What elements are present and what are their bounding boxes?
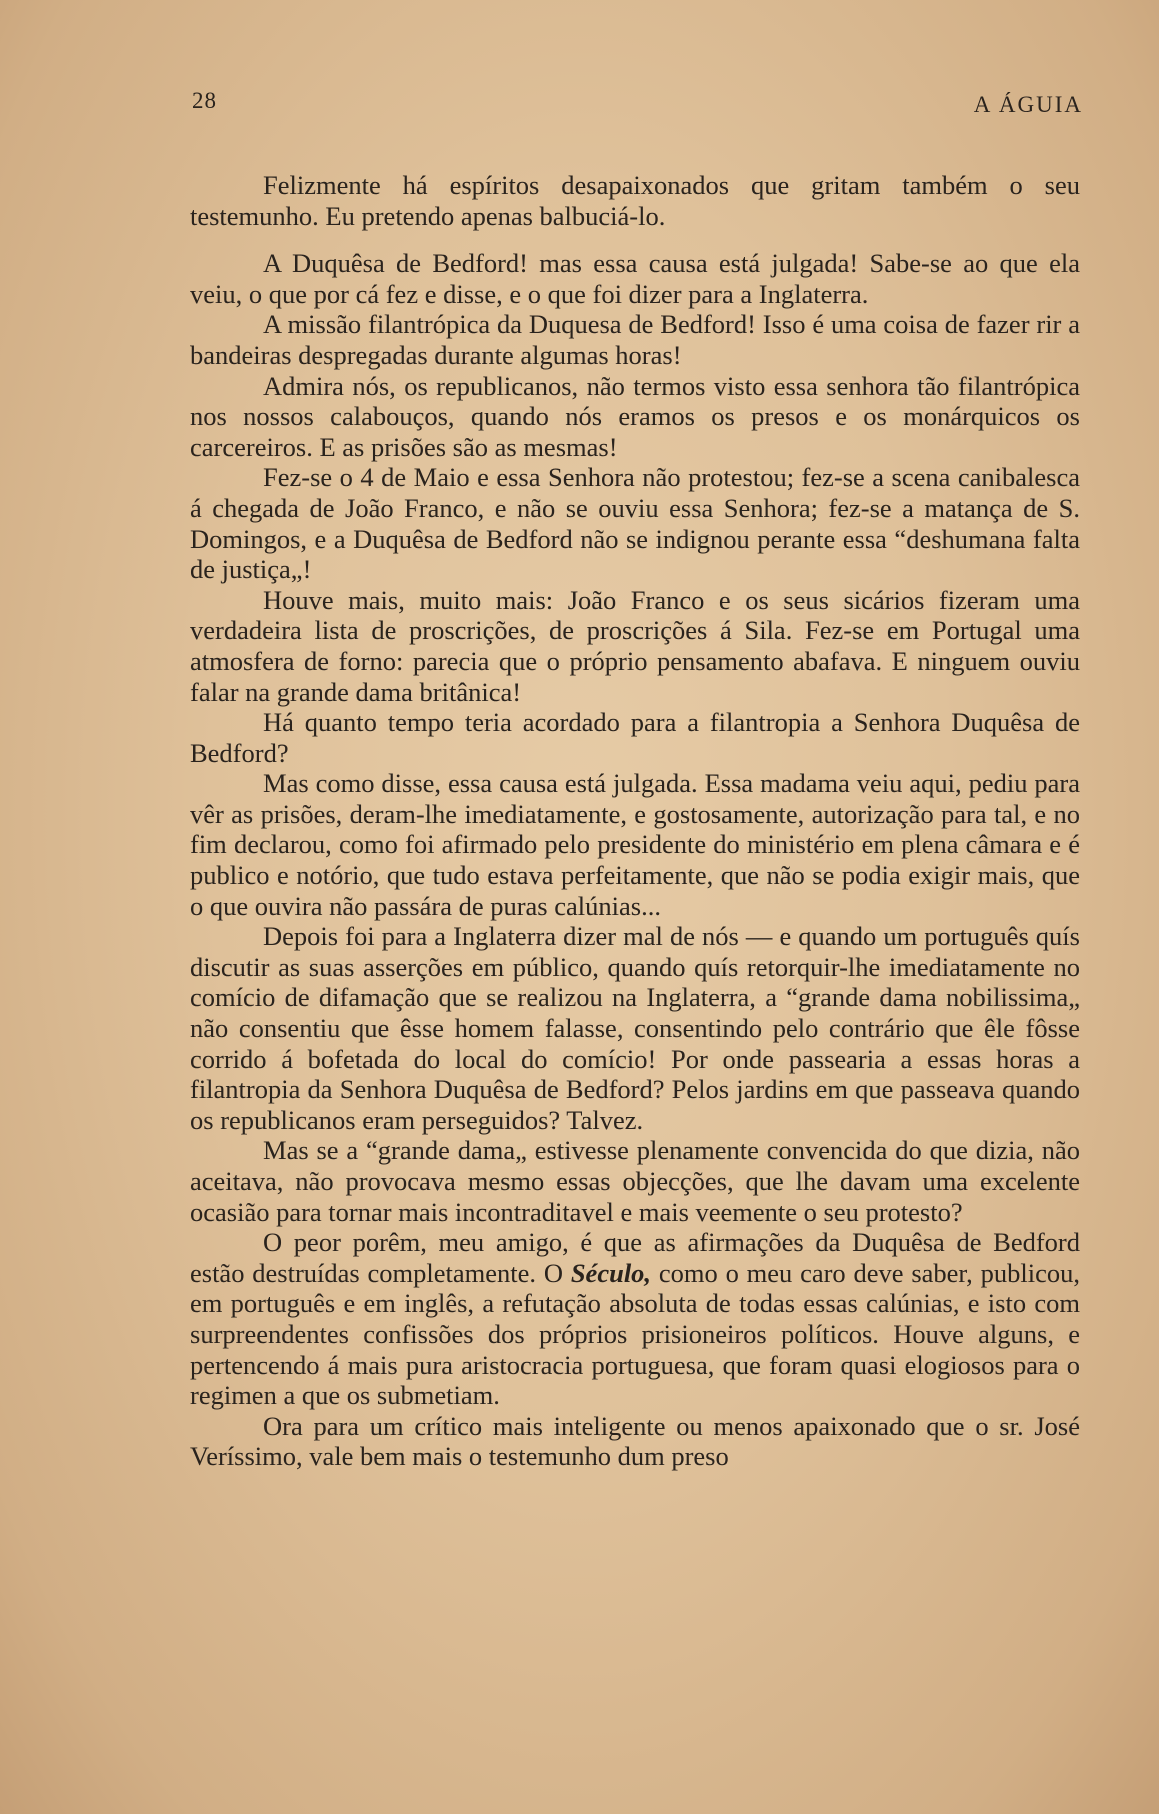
paragraph: Felizmente há espíritos desapaixonados que gritam também o seu testemunho. Eu pretendo apenas balbuciá-lo. (190, 170, 1080, 231)
body-text (190, 170, 1080, 1472)
paragraph: Fez-se o 4 de Maio e essa Senhora não protestou; fez-se a scena canibalesca á chegada de João Franco, e não se ouviu essa Senhora; fez-se a matança de S. Domingos, e a Duquêsa de Bedford não se indignou perante essa “deshumana falta de justiça„! (190, 462, 1080, 585)
paragraph: A Duquêsa de Bedford! mas essa causa está julgada! Sabe-se ao que ela veiu, o que por cá fez e disse, e o que foi dizer para a Inglaterra. (190, 248, 1080, 309)
running-title: A ÁGUIA (973, 92, 1083, 117)
paragraph: Houve mais, muito mais: João Franco e os seus sicários fizeram uma verdadeira lista de proscrições, de proscrições á Sila. Fez-se em Portugal uma atmosfera de forno: parecia que o próprio pensamento abafava. E ninguem ouviu falar na grande dama britânica! (190, 584, 1080, 707)
page-number: 28 (192, 88, 217, 113)
paragraph: Admira nós, os republicanos, não termos visto essa senhora tão filantrópica nos nossos calabouços, quando nós eramos os presos e os monárquicos os carcereiros. E as prisões são as mesmas! (190, 370, 1080, 462)
text-run: O peor porêm, meu amigo, é que as afirmações da Duquêsa de Bedford estão destruídas completamente. O (190, 1227, 1080, 1288)
page-header (192, 88, 1083, 122)
paragraph: Depois foi para a Inglaterra dizer mal de nós — e quando um português quís discutir as suas asserções em público, quando quís retorquir-lhe imediatamente no comício de difamação que se realizou na Inglaterra, a “grande dama nobilissima„ não consentiu que êsse homem falasse, consentindo pelo contrário que êle fôsse corrido á bofetada do local do comício! Por onde passearia a essas horas a filantropia da Senhora Duquêsa de Bedford? Pelos jardins em que passeava quando os republicanos eram perseguidos? Talvez. (190, 921, 1080, 1135)
paragraph: A missão filantrópica da Duquesa de Bedford! Isso é uma coisa de fazer rir a bandeiras despregadas durante algumas horas! (190, 309, 1080, 370)
paragraph: Ora para um crítico mais inteligente ou menos apaixonado que o sr. José Veríssimo, vale bem mais o testemunho dum preso (190, 1410, 1080, 1472)
paragraph: Há quanto tempo teria acordado para a filantropia a Senhora Duquêsa de Bedford? (190, 707, 1080, 768)
paragraph: Mas como disse, essa causa está julgada. Essa madama veiu aqui, pediu para vêr as prisões, deram-lhe imediatamente, e gostosamente, autorização para tal, e no fim declarou, como foi afirmado pelo presidente do ministério em plena câmara e é publico e notório, que tudo estava perfeitamente, que não se podia exigir mais, que o que ouvira não passára de puras calúnias... (190, 768, 1080, 921)
paragraph (190, 1227, 1080, 1411)
text-run: como o meu caro deve saber, publicou, em português e em inglês, a refutação absoluta de todas essas calúnias, e isto com surpreendentes confissões dos próprios prisioneiros políticos. Houve alguns, e pertencendo á mais pura aristocracia portuguesa, que foram quasi elogiosos para o regimen a que os submetiam. (190, 1257, 1080, 1411)
paragraph: Mas se a “grande dama„ estivesse plenamente convencida do que dizia, não aceitava, não provocava mesmo essas objecções, que lhe davam uma excelente ocasião para tornar mais incontraditavel e mais veemente o seu protesto? (190, 1135, 1080, 1227)
newspaper-title: Século, (570, 1257, 652, 1288)
